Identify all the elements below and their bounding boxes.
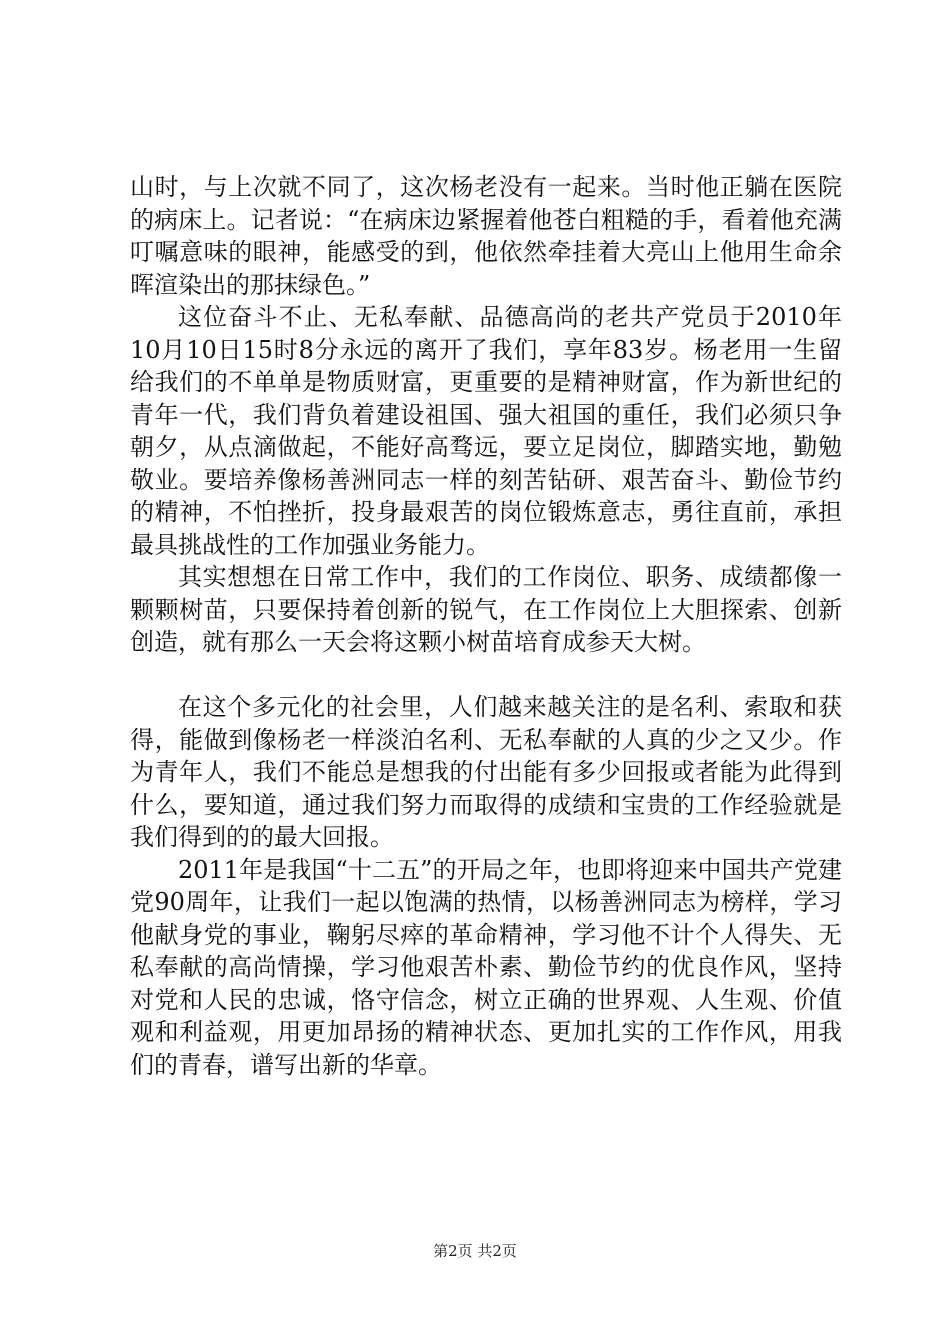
document-body: [130, 171, 842, 1081]
paragraph-reflection: 其实想想在日常工作中，我们的工作岗位、职务、成绩都像一颗颗树苗，只要保持着创新的锐气，在工作岗位上大胆探索、创新创造，就有那么一天会将这颗小树苗培育成参天大树。: [130, 563, 842, 656]
page-number-footer: 第2页 共2页: [433, 1242, 517, 1260]
paragraph-continuation: 山时，与上次就不同了，这次杨老没有一起来。当时他正躺在医院的病床上。记者说：“在病床边紧握着他苍白粗糙的手，看着他充满叮嘱意味的眼神，能感受的到，他依然牵挂着大亮山上他用生命余晖渲染出的那抹绿色。”: [130, 173, 842, 299]
paragraph-tribute: 这位奋斗不止、无私奉献、品德高尚的老共产党员于2010年10月10日15时8分永远的离开了我们，享年83岁。杨老用一生留给我们的不单单是物质财富，更重要的是精神财富，作为新世纪的青年一代，我们背负着建设祖国、强大祖国的重任，我们必须只争朝夕，从点滴做起，不能好高骛远，要立足岗位，脚踏实地，勤勉敬业。要培养像杨善洲同志一样的刻苦钻研、艰苦奋斗、勤俭节约的精神，不怕挫折，投身最艰苦的岗位锻炼意志，勇往直前，承担最具挑战性的工作加强业务能力。: [130, 303, 842, 559]
paragraph-conclusion: 2011年是我国“十二五”的开局之年，也即将迎来中国共产党建党90周年，让我们一起以饱满的热情，以杨善洲同志为榜样，学习他献身党的事业，鞠躬尽瘁的革命精神，学习他不计个人得失、无私奉献的高尚情操，学习他艰苦朴素、勤俭节约的优良作风，坚持对党和人民的忠诚，恪守信念，树立正确的世界观、人生观、价值观和利益观，用更加昂扬的精神状态、更加扎实的工作作风，用我们的青春，谱写出新的华章。: [130, 855, 842, 1079]
paragraph-society: 在这个多元化的社会里，人们越来越关注的是名利、索取和获得，能做到像杨老一样淡泊名利、无私奉献的人真的少之又少。作为青年人，我们不能总是想我的付出能有多少回报或者能为此得到什么，要知道，通过我们努力而取得的成绩和宝贵的工作经验就是我们得到的的最大回报。: [130, 693, 842, 851]
